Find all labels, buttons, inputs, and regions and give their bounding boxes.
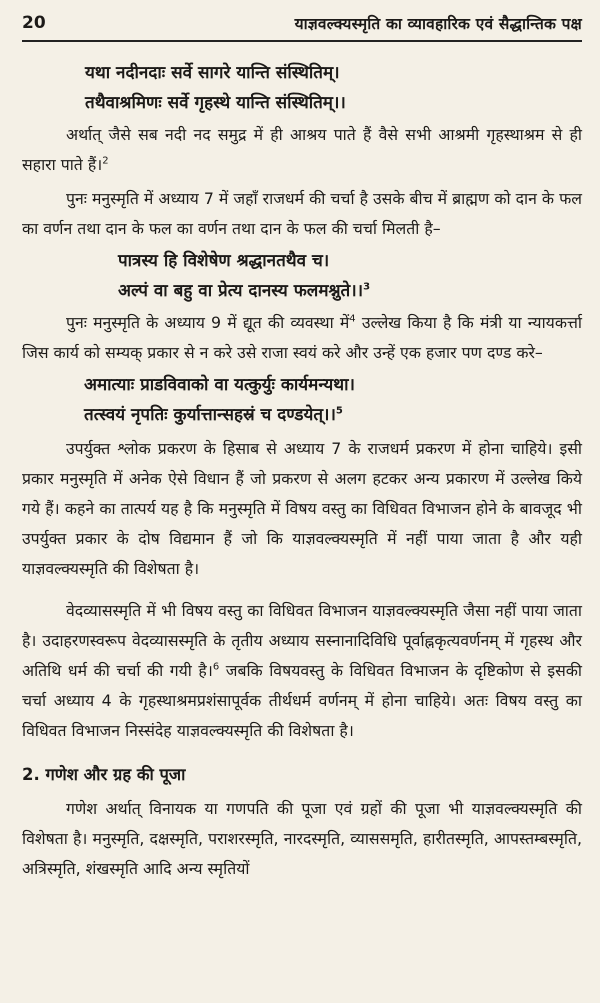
paragraph (22, 184, 582, 244)
verse-line: पात्रस्य हि विशेषेण श्रद्धानतथैव च। (118, 251, 330, 271)
footnote-ref: 2 (102, 155, 109, 167)
verse-text: तत्स्वयं नृपतिः कुर्यात्तान्सहस्रं च दण्डयेत्।। (84, 405, 336, 425)
paragraph (22, 794, 582, 884)
verse-line: यथा नदीनदाः सर्वे सागरे यान्ति संस्थितिम्। (85, 63, 340, 83)
paragraph-text: उल्लेख किया है कि मंत्री या न्यायकर्त्ता जिस कार्य को सम्यक् प्रकार से न करे उसे राजा स्वयं करे और उन्हें एक हजार पण दण्ड करे– (22, 313, 582, 362)
footnote-ref: 4 (349, 313, 356, 325)
verse-block-3 (84, 370, 582, 430)
paragraph-text: पुनः मनुस्मृति में अध्याय 7 में जहाँ राजधर्म की चर्चा है उसके बीच में ब्राह्मण को दान के फल का वर्णन तथा दान के फल का वर्णन तथा दान के फल की चर्चा मिलती है– (22, 189, 582, 238)
verse-block-1 (85, 58, 582, 118)
verse-line: तथैवाश्रमिणः सर्वे गृहस्थे यान्ति संस्थितिम्।। (85, 93, 346, 113)
verse-line: अमात्याः प्राडविवाको वा यत्कुर्युः कार्यमन्यथा। (84, 375, 355, 395)
footnote-ref: 6 (212, 661, 220, 673)
footnote-ref: 3 (363, 281, 371, 293)
page-number: 20 (22, 13, 46, 33)
page-body (22, 58, 582, 884)
paragraph-text: पुनः मनुस्मृति के अध्याय 9 में द्यूत की व्यवस्था में (66, 313, 350, 332)
verse-line (84, 400, 582, 430)
verse-block-2 (118, 246, 582, 306)
paragraph (22, 120, 582, 180)
section-heading: 2. गणेश और ग्रह की पूजा (22, 765, 186, 784)
paragraph-text: उपर्युक्त श्लोक प्रकरण के हिसाब से अध्याय 7 के राजधर्म प्रकरण में होना चाहिये। इसी प्रकार मनुस्मृति में अनेक ऐसे विधान हैं जो प्रकरण से अलग हटकर अन्य प्रकारण में उल्लेख किये गये हैं। कहने का तात्पर्य यह है कि मनुस्मृति में विषय वस्तु का विधिवत विभाजन होने के बावजूद भी उपर्युक्त प्रकार के दोष विद्यमान हैं जो कि याज्ञवल्क्यस्मृति में नहीं पाया जाता है और यही याज्ञवल्क्यस्मृति की विशेषता है। (22, 439, 582, 578)
verse-text: अल्पं वा बहु वा प्रेत्य दानस्य फलमश्नुते।। (118, 281, 364, 301)
paragraph (22, 596, 582, 746)
verse-line (118, 276, 582, 306)
running-title: याज्ञवल्क्यस्मृति का व्यावहारिक एवं सैद्धान्तिक पक्ष (294, 15, 582, 33)
paragraph-text: वेदव्यासस्मृति में भी विषय वस्तु का विधिवत विभाजन याज्ञवल्क्यस्मृति जैसा नहीं पाया जाता है। उदाहरणस्वरूप वेदव्यासस्मृति के तृतीय अध्याय सस्नानादिविधि पूर्वाह्नकृत्यवर्णनम् में गृहस्थ और अतिथि धर्म की चर्चा की गयी है। (22, 601, 582, 680)
paragraph-text: गणेश अर्थात् विनायक या गणपति की पूजा एवं ग्रहों की पूजा भी याज्ञवल्क्यस्मृति की विशेषता है। मनुस्मृति, दक्षस्मृति, पराशरस्मृति, नारदस्मृति, व्याससमृति, हारीतस्मृति, आपस्तम्बस्मृति, अत्रिस्मृति, शंखस्मृति आदि अन्य स्मृतियों (22, 799, 582, 878)
paragraph-text: अर्थात् जैसे सब नदी नद समुद्र में ही आश्रय पाते हैं वैसे सभी आश्रमी गृहस्थाश्रम से ही सहारा पाते हैं। (22, 125, 582, 174)
paragraph (22, 434, 582, 584)
page-header (22, 6, 582, 42)
paragraph (22, 308, 582, 368)
footnote-ref: 5 (335, 405, 343, 417)
paragraph-text: जबकि विषयवस्तु के विधिवत विभाजन के दृष्टिकोण से इसकी चर्चा अध्याय 4 के गृहस्थाश्रमप्रशंसापूर्वक तीर्थधर्म वर्णनम् में होना चाहिये। अतः विषय वस्तु का विधिवत विभाजन निस्संदेह याज्ञवल्क्यस्मृति की विशेषता है। (22, 661, 582, 740)
